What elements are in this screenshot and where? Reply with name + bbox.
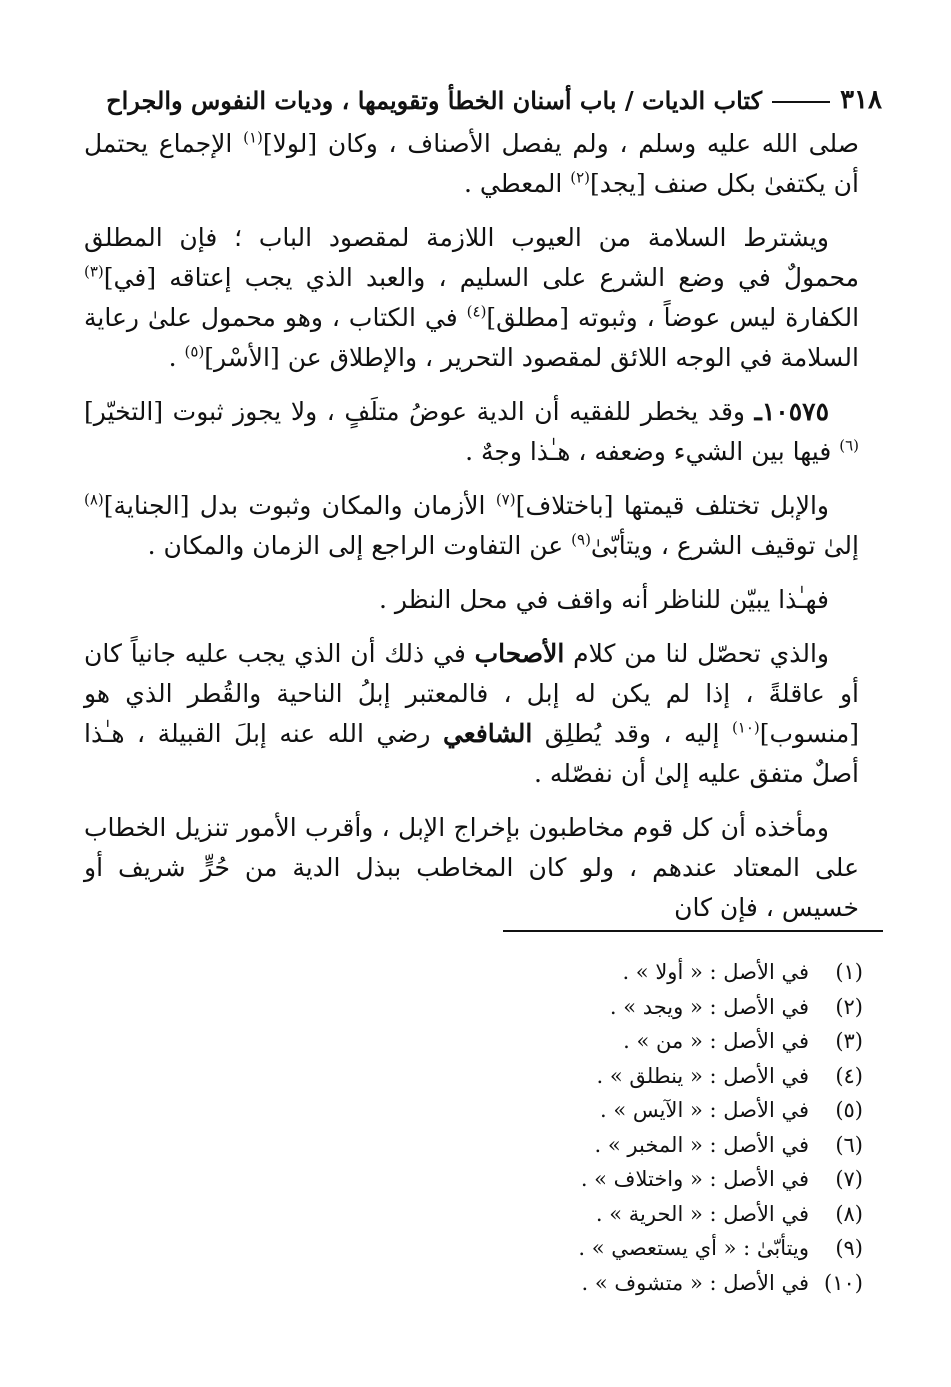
footnote-separator — [503, 930, 883, 932]
footnote-number: (٦) — [835, 1132, 863, 1157]
footnote-marker: (٦) — [839, 436, 859, 455]
footnote-item — [443, 1197, 863, 1232]
footnote-text: في الأصل : « الحرية » . — [595, 1201, 809, 1226]
footnote-marker: (٥) — [184, 342, 205, 361]
text-segment: عن التفاوت الراجع إلى الزمان والمكان . — [147, 531, 572, 560]
footnote-number: (٨) — [835, 1201, 863, 1226]
footnote-marker: (٨) — [84, 490, 104, 509]
footnote-item — [443, 1231, 863, 1266]
footnote-item — [443, 1162, 863, 1197]
main-text — [84, 124, 859, 942]
text-segment: ويشترط السلامة من العيوب اللازمة لمقصود الباب ؛ فإن المطلق محمولٌ في وضع الشرع على السليم ، والعبد الذي يجب إعتاقه [في] — [84, 223, 859, 292]
text-segment: إلىٰ توقيف الشرع ، ويتأبّىٰ — [590, 531, 859, 560]
footnote-item — [443, 955, 863, 990]
paragraph-5 — [84, 580, 859, 620]
paragraph-1 — [84, 124, 859, 204]
running-title: كتاب الديات / باب أسنان الخطأ وتقويمها ، وديات النفوس والجراح — [106, 85, 763, 115]
page-number: ٣١٨ — [840, 85, 882, 115]
text-segment: الإجماع يحتمل أن يكتفىٰ بكل صنف [يجد] — [84, 129, 859, 198]
footnote-number: (١) — [835, 960, 863, 984]
footnote-text: في الأصل : « ويجد » . — [609, 994, 809, 1019]
footnote-text: في الأصل : « الآيس » . — [599, 1098, 809, 1122]
footnotes-list — [443, 955, 863, 1300]
footnote-marker: (٩) — [571, 530, 591, 549]
bold-term: الشافعي — [442, 719, 533, 748]
bold-term: الأصحاب — [474, 639, 565, 668]
footnote-marker: (١٠) — [731, 718, 760, 737]
text-segment: إليه ، وقد يُطلِق — [532, 719, 732, 748]
footnote-marker: (١) — [243, 128, 263, 147]
text-segment: رضي الله عنه إبلَ القبيلة ، هـٰذا أصلٌ متفق عليه إلىٰ أن نفصّله . — [84, 719, 859, 788]
footnote-number: (١٠) — [824, 1270, 863, 1295]
footnote-number: (٣) — [835, 1029, 863, 1053]
text-segment: فهـٰذا يبيّن للناظر أنه واقف في محل النظر . — [378, 585, 829, 614]
footnote-item — [443, 1059, 863, 1094]
footnote-marker: (٣) — [84, 262, 104, 281]
header-rule — [772, 101, 830, 103]
bold-term: ١٠٥٧٥ـ — [754, 397, 829, 426]
footnote-text: في الأصل : « متشوف » . — [581, 1270, 809, 1295]
footnote-text: في الأصل : « المخبر » . — [594, 1132, 809, 1157]
footnote-item — [443, 1093, 863, 1128]
text-segment: ومأخذه أن كل قوم مخاطبون بإخراج الإبل ، وأقرب الأمور تنزيل الخطاب على المعتاد عندهم ، ولو كان المخاطب ببذل الدية من حُرٍّ شريف أو خسيس ، فإن كان — [84, 813, 859, 922]
text-segment: والذي تحصّل لنا من كلام — [564, 639, 829, 668]
footnote-text: في الأصل : « أولا » . — [622, 960, 809, 984]
footnote-text: ويتأبّىٰ : « أي يستعصي » . — [578, 1236, 809, 1260]
footnote-text: في الأصل : « ينطلق » . — [596, 1063, 809, 1088]
paragraph-3 — [84, 392, 859, 472]
text-segment: والإبل تختلف قيمتها [باختلاف] — [515, 491, 830, 520]
text-segment: المعطي . — [463, 169, 571, 198]
footnote-marker: (٧) — [495, 490, 516, 509]
paragraph-2 — [84, 218, 859, 378]
paragraph-6 — [84, 634, 859, 794]
footnote-marker: (٤) — [466, 302, 487, 321]
footnote-number: (٥) — [835, 1098, 863, 1122]
footnote-item — [443, 990, 863, 1025]
paragraph-7 — [84, 808, 859, 928]
footnote-item — [443, 1024, 863, 1059]
footnote-number: (٩) — [835, 1236, 863, 1260]
text-segment: وقد يخطر للفقيه أن الدية عوضُ متلَفٍ ، ولا يجوز ثبوت [التخيّر] — [84, 397, 755, 426]
footnote-item — [443, 1128, 863, 1163]
paragraph-4 — [84, 486, 859, 566]
footnote-item — [443, 1266, 863, 1301]
footnote-number: (٤) — [835, 1063, 863, 1088]
text-segment: في ذلك أن الذي يجب عليه جانياً كان أو عاقلةً ، إذا لم يكن له إبل ، فالمعتبر إبلُ الناحية والقُطر الذي هو [منسوب] — [84, 639, 859, 748]
text-segment: فيها بين الشيء وضعفه ، هـٰذا وجهٌ . — [465, 437, 840, 466]
footnote-number: (٢) — [835, 994, 863, 1019]
footnote-text: في الأصل : « من » . — [623, 1029, 809, 1053]
footnote-marker: (٢) — [570, 168, 591, 187]
text-segment: الأزمان والمكان وثبوت بدل [الجناية] — [103, 491, 496, 520]
text-segment: . — [168, 343, 185, 372]
running-header — [92, 82, 882, 118]
footnote-number: (٧) — [835, 1167, 863, 1191]
text-segment: في الكتاب ، وهو محمول علىٰ رعاية السلامة في الوجه اللائق لمقصود التحرير ، والإطلاق عن [الأسْر] — [84, 303, 859, 372]
footnote-text: في الأصل : « واختلاف » . — [580, 1167, 809, 1191]
text-segment: صلى الله عليه وسلم ، ولم يفصل الأصناف ، وكان [لولا] — [262, 129, 859, 158]
text-segment: الكفارة ليس عوضاً ، وثبوته [مطلق] — [486, 303, 860, 332]
